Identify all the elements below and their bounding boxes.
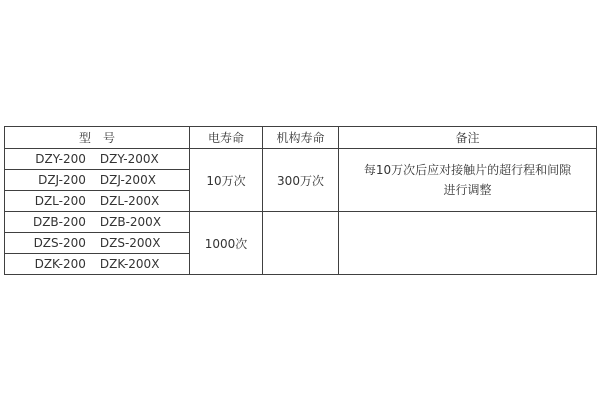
model-name: DZL-200 — [34, 194, 86, 208]
header-model: 型 号 — [5, 127, 190, 149]
model-name: DZJ-200 — [38, 173, 86, 187]
model-name: DZK-200X — [99, 257, 160, 271]
model-cell — [5, 170, 190, 191]
remarks-line: 每10万次后应对接触片的超行程和间隙 — [363, 163, 572, 177]
model-cell — [5, 212, 190, 233]
header-mechanical-life: 机构寿命 — [263, 127, 339, 149]
remarks-line: 进行调整 — [443, 183, 492, 197]
spec-table — [4, 126, 597, 275]
mechanical-life-cell: 300万次 — [263, 149, 339, 212]
model-name: DZB-200X — [99, 215, 162, 229]
model-name: DZY-200X — [99, 152, 159, 166]
model-name: DZL-200X — [99, 194, 160, 208]
header-row — [5, 127, 597, 149]
model-cell — [5, 254, 190, 275]
model-cell — [5, 149, 190, 170]
model-cell — [5, 191, 190, 212]
remarks-cell — [339, 212, 597, 275]
mechanical-life-cell — [263, 212, 339, 275]
header-remarks: 备注 — [339, 127, 597, 149]
model-name: DZB-200 — [32, 215, 86, 229]
model-name: DZJ-200X — [99, 173, 156, 187]
remarks-cell — [339, 149, 597, 212]
model-name: DZS-200X — [99, 236, 161, 250]
table-row — [5, 149, 597, 170]
electrical-life-cell: 1000次 — [190, 212, 263, 275]
header-electrical-life: 电寿命 — [190, 127, 263, 149]
table-row — [5, 212, 597, 233]
model-name: DZY-200 — [35, 152, 86, 166]
model-cell — [5, 233, 190, 254]
model-name: DZS-200 — [33, 236, 86, 250]
electrical-life-cell: 10万次 — [190, 149, 263, 212]
model-name: DZK-200 — [34, 257, 86, 271]
